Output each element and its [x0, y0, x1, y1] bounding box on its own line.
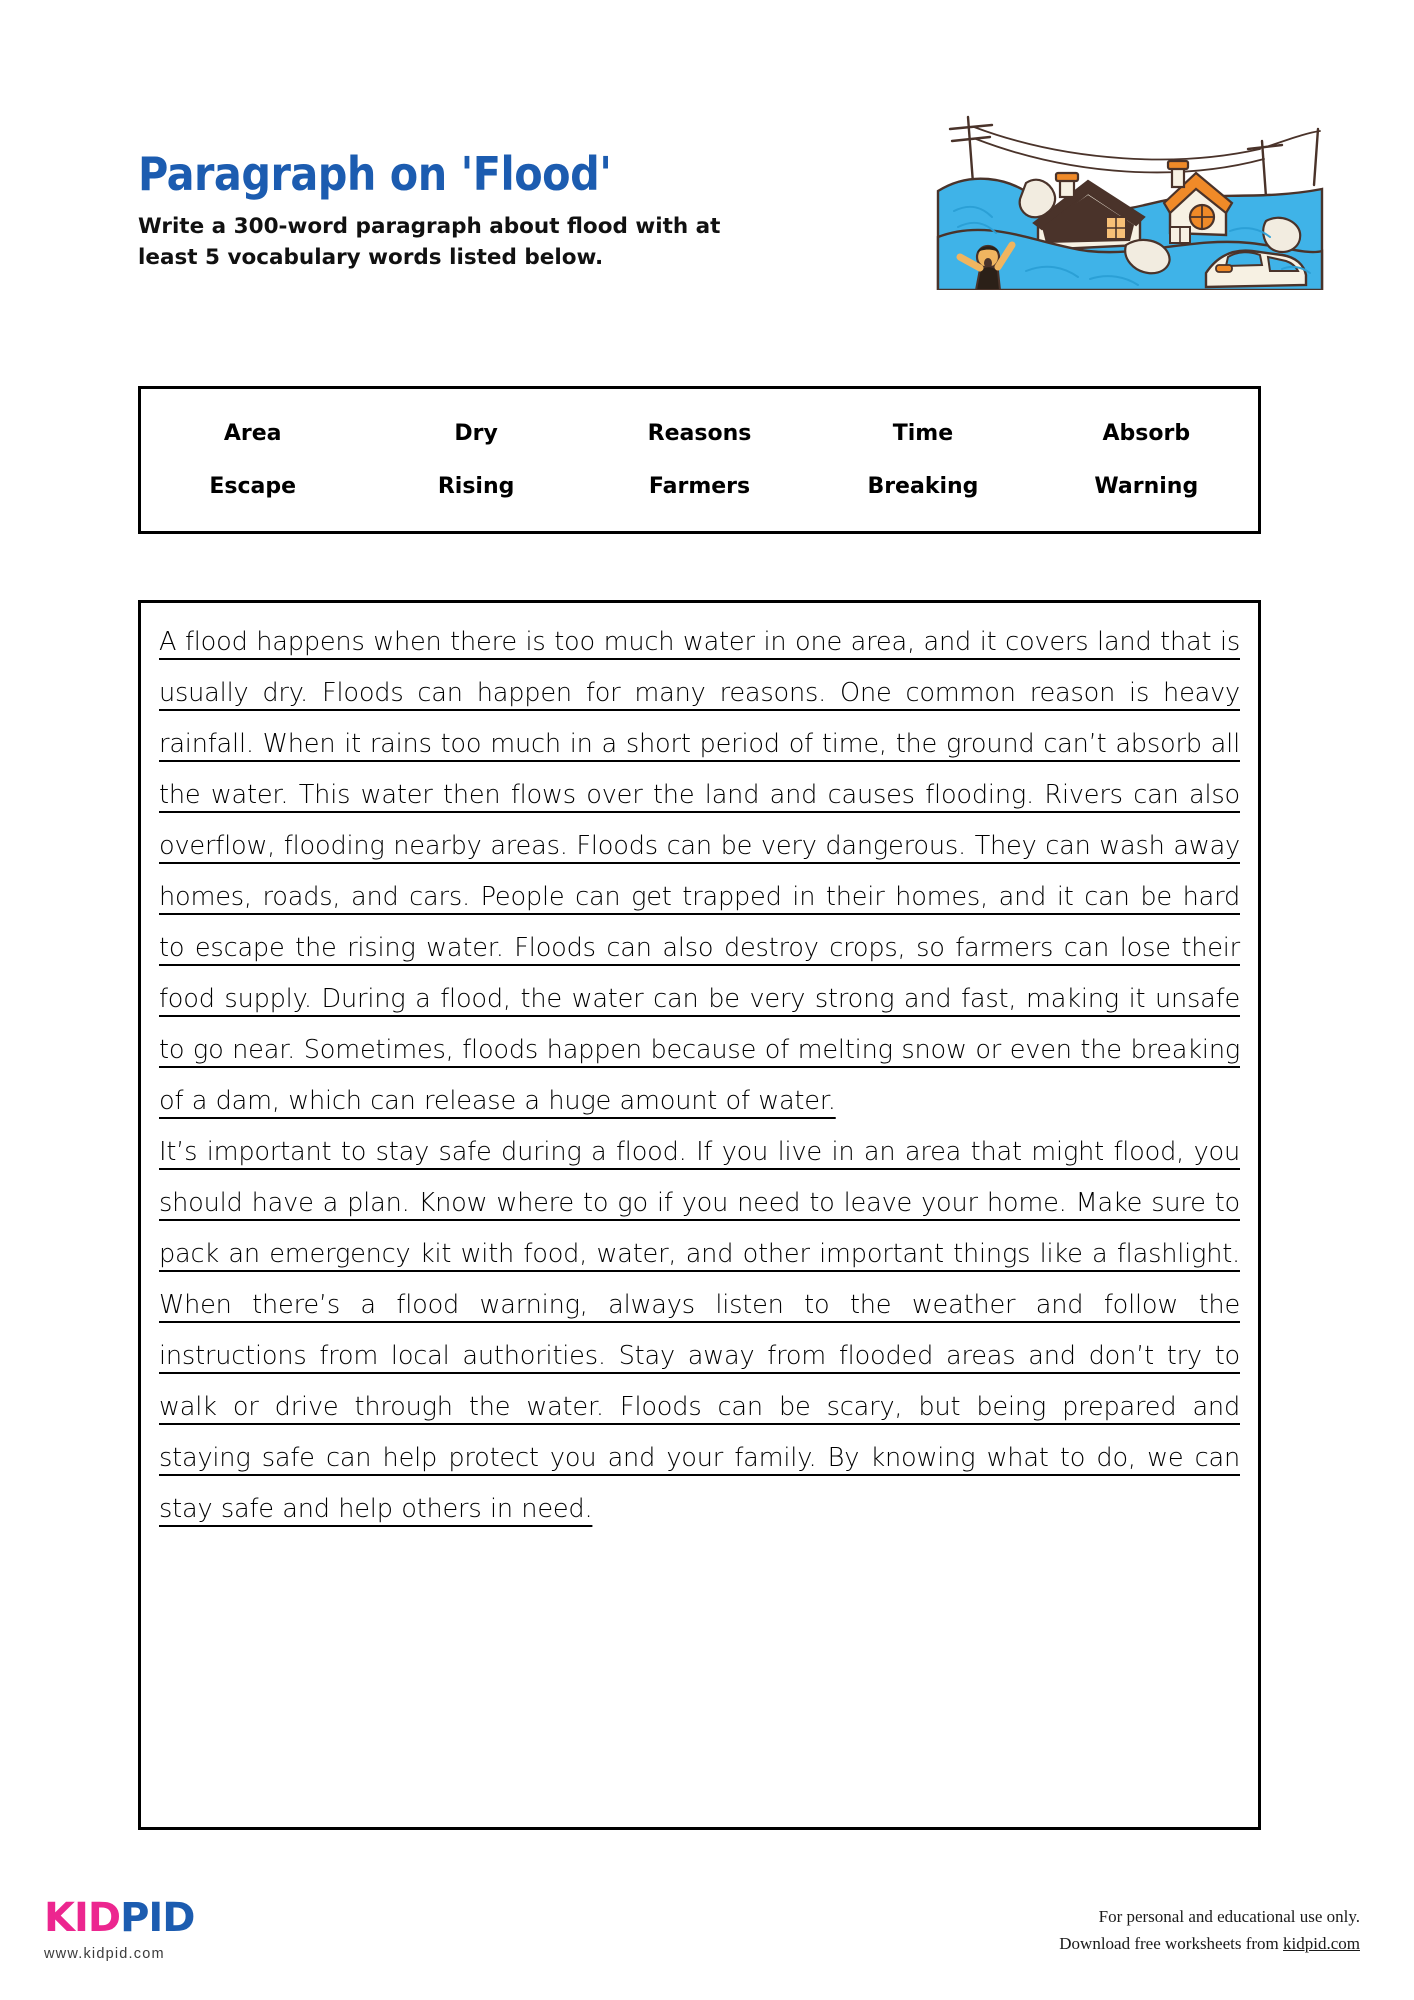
page-footer: [0, 1850, 1414, 2000]
page-title: Paragraph on 'Flood': [138, 147, 612, 201]
vocabulary-word-bank: [138, 386, 1261, 534]
footer-note-line-2: [1059, 1930, 1360, 1958]
footer-note-line-1: For personal and educational use only.: [1098, 1906, 1360, 1926]
vocabulary-word: Warning: [1094, 474, 1199, 499]
vocabulary-word: Time: [892, 421, 954, 446]
vocabulary-word: Rising: [437, 474, 515, 499]
vocabulary-word: Reasons: [647, 421, 752, 446]
vocabulary-word: Absorb: [1102, 421, 1191, 446]
footer-usage-note: [1059, 1903, 1360, 1958]
instruction-text: Write a 300-word paragraph about flood with at least 5 vocabulary words listed below.: [138, 214, 721, 270]
worksheet-header: [138, 147, 938, 273]
kidpid-link[interactable]: kidpid.com: [1283, 1934, 1360, 1954]
vocabulary-word: Area: [223, 421, 282, 446]
vocabulary-row: [141, 474, 1258, 499]
logo-text: [44, 1895, 195, 1941]
vocabulary-word: Farmers: [648, 474, 751, 499]
flood-scene-illustration: [930, 105, 1330, 290]
vocabulary-word: Breaking: [867, 474, 979, 499]
footer-note-prefix: Download free worksheets from: [1059, 1934, 1284, 1954]
answer-paragraph-1: A flood happens when there is too much water in one area, and it covers land that is usually dry. Floods can happen for many reasons. One common reason is heavy rainfall. When it rains too much in a short period of time, the ground can’t absorb all the water. This water then flows over the land and causes flooding. Rivers can also overflow, flooding nearby areas. Floods can be very dangerous. They can wash away homes, roads, and cars. People can get trapped in their homes, and it can be hard to escape the rising water. Floods can also destroy crops, so farmers can lose their food supply. During a flood, the water can be very strong and fast, making it unsafe to go near. Sometimes, floods happen because of melting snow or even the breaking of a dam, which can release a huge amount of water.: [159, 627, 1240, 1116]
answer-writing-area[interactable]: [138, 600, 1261, 1830]
logo-pid-part: PID: [120, 1895, 195, 1941]
answer-paragraph-2: It’s important to stay safe during a flood. If you live in an area that might flood, you should have a plan. Know where to go if you need to leave your home. Make sure to pack an emergency kit with food, water, and other important things like a flashlight. When there’s a flood warning, always listen to the weather and follow the instructions from local authorities. Stay away from flooded areas and don’t try to walk or drive through the water. Floods can be scary, but being prepared and staying safe can help protect you and your family. By knowing what to do, we can stay safe and help others in need.: [159, 1137, 1240, 1524]
logo-kid-part: KID: [44, 1895, 121, 1941]
vocabulary-word: Dry: [454, 421, 498, 446]
logo-website-url: www.kidpid.com: [44, 1946, 165, 1962]
vocabulary-word: Escape: [209, 474, 297, 499]
vocabulary-row: [141, 421, 1258, 446]
kidpid-logo: [44, 1895, 195, 1962]
